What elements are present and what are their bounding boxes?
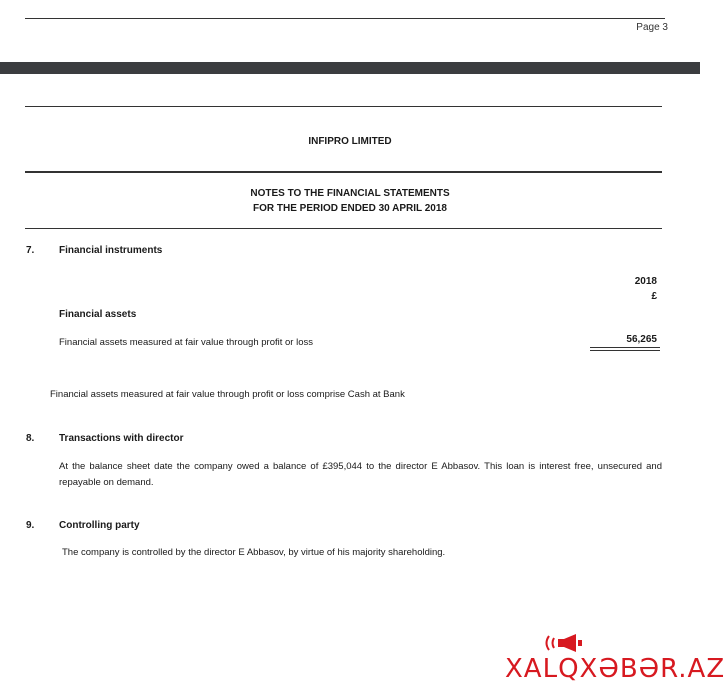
section-9-number: 9. (26, 520, 35, 531)
section-8-text: At the balance sheet date the company owed a balance of £395,044 to the director E Abbasov. This loan is interest free, unsecured and repayable on demand. (59, 461, 662, 488)
section-7-number: 7. (26, 245, 35, 256)
notes-title (0, 186, 700, 216)
column-header (635, 274, 657, 304)
watermark-logo-text: XALQXƏBƏR.AZ (505, 654, 725, 684)
section-9-text: The company is controlled by the director E Abbasov, by virtue of his majority shareholding. (62, 547, 446, 558)
column-currency: £ (651, 291, 657, 302)
section-7-title: Financial instruments (59, 245, 163, 256)
page-number: Page 3 (636, 22, 668, 33)
double-underline (590, 347, 660, 351)
top-rule (25, 18, 665, 19)
section-9-title: Controlling party (59, 520, 140, 531)
financial-assets-note: Financial assets measured at fair value through profit or loss comprise Cash at Bank (50, 389, 405, 400)
financial-assets-row-label: Financial assets measured at fair value through profit or loss (59, 337, 313, 348)
notes-title-line2: FOR THE PERIOD ENDED 30 APRIL 2018 (253, 203, 447, 214)
page-separator-band (0, 62, 700, 74)
financial-assets-row-value: 56,265 (626, 334, 657, 345)
header-rule-top (25, 106, 662, 107)
section-8-number: 8. (26, 433, 35, 444)
company-name: INFIPRO LIMITED (308, 136, 392, 147)
header-rule-thick (25, 171, 662, 173)
notes-title-line1: NOTES TO THE FINANCIAL STATEMENTS (250, 188, 450, 199)
header-rule-bottom (25, 228, 662, 229)
column-year: 2018 (634, 276, 657, 287)
megaphone-icon (543, 632, 593, 654)
financial-assets-heading: Financial assets (59, 309, 137, 320)
section-8-title: Transactions with director (59, 433, 184, 444)
